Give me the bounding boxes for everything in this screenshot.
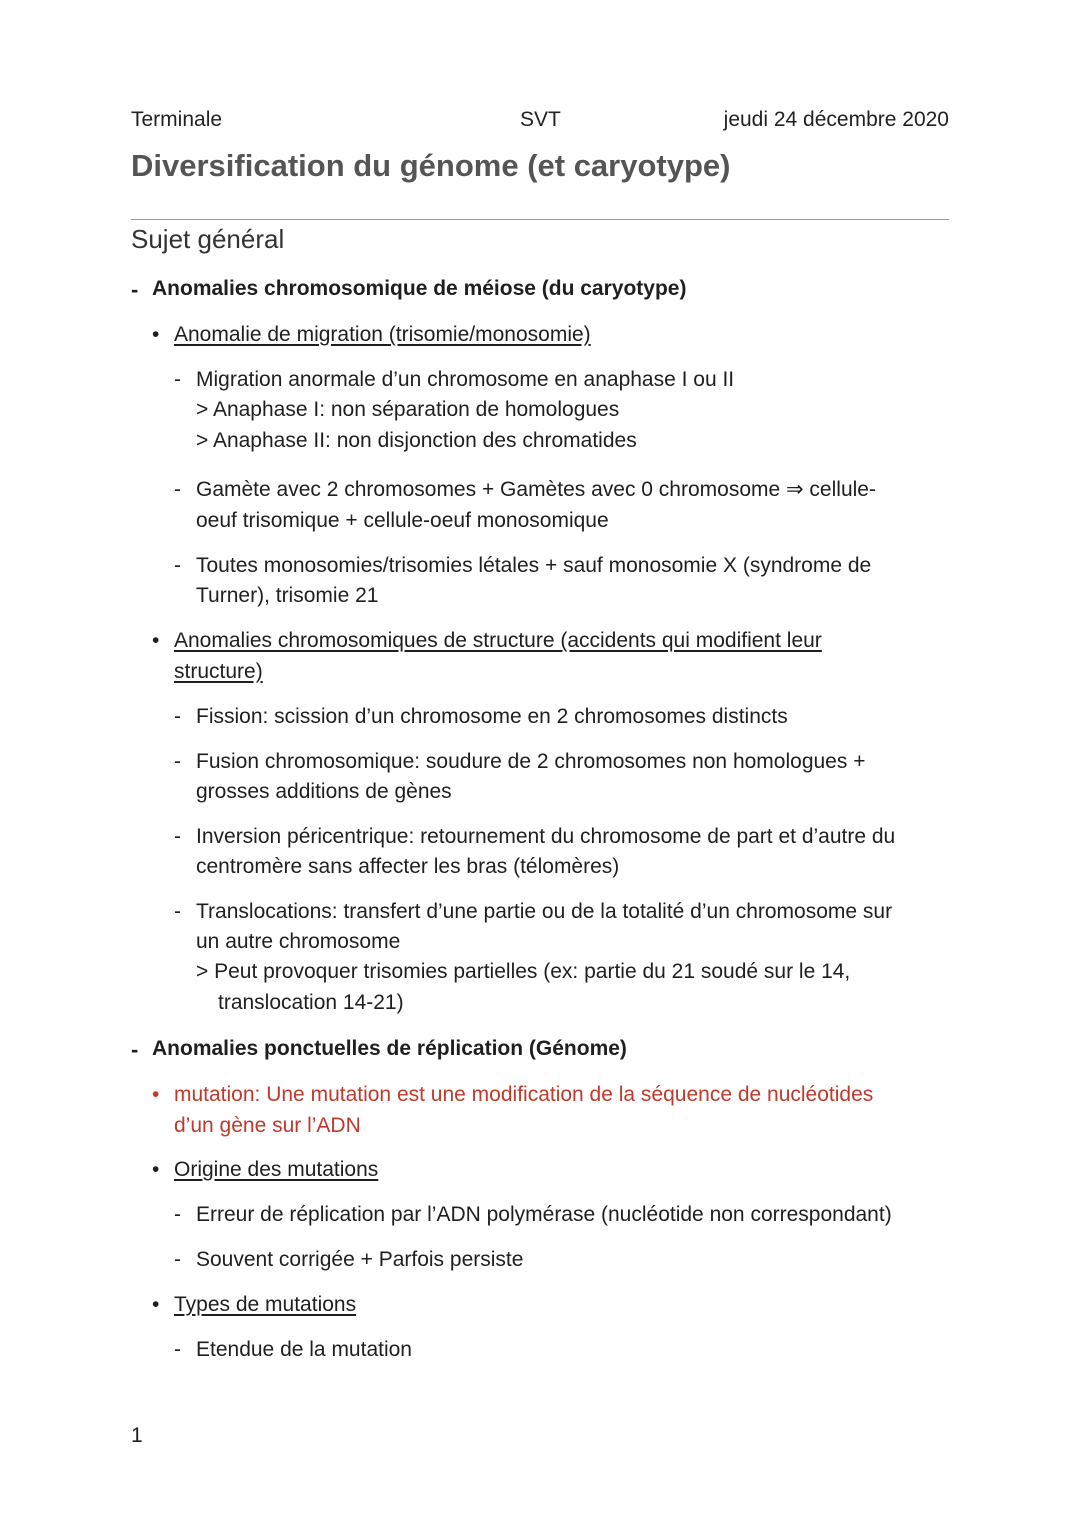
item-text: Translocations: transfert d’une partie ou de la totalité d’un chromosome sur bbox=[196, 900, 893, 923]
bullet-dot: • bbox=[152, 1293, 160, 1316]
section-title: Sujet général bbox=[131, 224, 285, 254]
item-dash: - bbox=[174, 900, 181, 923]
item-text: > Peut provoquer trisomies partielles (ex: partie du 21 soudé sur le 14, bbox=[196, 960, 851, 983]
item-dash: - bbox=[174, 1203, 181, 1226]
item-text: Souvent corrigée + Parfois persiste bbox=[196, 1248, 524, 1271]
document-title: Diversification du génome (et caryotype) bbox=[131, 148, 731, 183]
item-text: Migration anormale d’un chromosome en anaphase I ou II bbox=[196, 368, 735, 391]
section-heading-meiose: Anomalies chromosomique de méiose (du caryotype) bbox=[152, 277, 687, 300]
mutation-definition: mutation: Une mutation est une modification de la séquence de nucléotides bbox=[174, 1083, 874, 1106]
item-text: > Anaphase I: non séparation de homologues bbox=[196, 398, 620, 421]
mutation-definition: d’un gène sur l’ADN bbox=[174, 1114, 361, 1137]
subheading-structure: Anomalies chromosomiques de structure (accidents qui modifient leur bbox=[174, 629, 822, 652]
title-divider bbox=[131, 219, 949, 220]
item-text: Toutes monosomies/trisomies létales + sauf monosomie X (syndrome de bbox=[196, 554, 872, 577]
bullet-dot: • bbox=[152, 1158, 160, 1181]
page-header bbox=[131, 108, 949, 136]
item-text: centromère sans affecter les bras (télomères) bbox=[196, 855, 620, 878]
item-text: Erreur de réplication par l’ADN polymérase (nucléotide non correspondant) bbox=[196, 1203, 892, 1226]
item-dash: - bbox=[174, 1338, 181, 1361]
header-subject: SVT bbox=[520, 108, 561, 131]
bullet-dot: • bbox=[152, 629, 160, 652]
header-date: jeudi 24 décembre 2020 bbox=[723, 108, 949, 131]
subheading-migration: Anomalie de migration (trisomie/monosomie) bbox=[174, 323, 591, 346]
item-text: translocation 14-21) bbox=[218, 991, 404, 1014]
item-dash: - bbox=[174, 478, 181, 501]
item-text: un autre chromosome bbox=[196, 930, 401, 953]
item-dash: - bbox=[174, 825, 181, 848]
subheading-types: Types de mutations bbox=[174, 1293, 357, 1316]
item-text: grosses additions de gènes bbox=[196, 780, 452, 803]
item-dash: - bbox=[174, 750, 181, 773]
level1-dash: - bbox=[131, 1037, 139, 1062]
item-text: Gamète avec 2 chromosomes + Gamètes avec 0 chromosome ⇒ cellule- bbox=[196, 478, 876, 501]
section-heading-replication: Anomalies ponctuelles de réplication (Génome) bbox=[152, 1037, 627, 1060]
page-number: 1 bbox=[131, 1424, 143, 1447]
level1-dash: - bbox=[131, 277, 139, 302]
bullet-dot: • bbox=[152, 323, 160, 346]
header-level: Terminale bbox=[131, 108, 223, 131]
item-text: Etendue de la mutation bbox=[196, 1338, 412, 1361]
item-text: Fission: scission d’un chromosome en 2 chromosomes distincts bbox=[196, 705, 788, 728]
item-text: oeuf trisomique + cellule-oeuf monosomique bbox=[196, 509, 609, 532]
subheading-origine: Origine des mutations bbox=[174, 1158, 379, 1181]
bullet-dot: • bbox=[152, 1083, 160, 1106]
subheading-structure: structure) bbox=[174, 660, 263, 683]
item-text: Inversion péricentrique: retournement du chromosome de part et d’autre du bbox=[196, 825, 896, 848]
item-dash: - bbox=[174, 705, 181, 728]
item-text: Fusion chromosomique: soudure de 2 chromosomes non homologues + bbox=[196, 750, 866, 773]
item-dash: - bbox=[174, 554, 181, 577]
item-dash: - bbox=[174, 368, 181, 391]
item-dash: - bbox=[174, 1248, 181, 1271]
item-text: Turner), trisomie 21 bbox=[196, 584, 379, 607]
item-text: > Anaphase II: non disjonction des chromatides bbox=[196, 429, 637, 452]
